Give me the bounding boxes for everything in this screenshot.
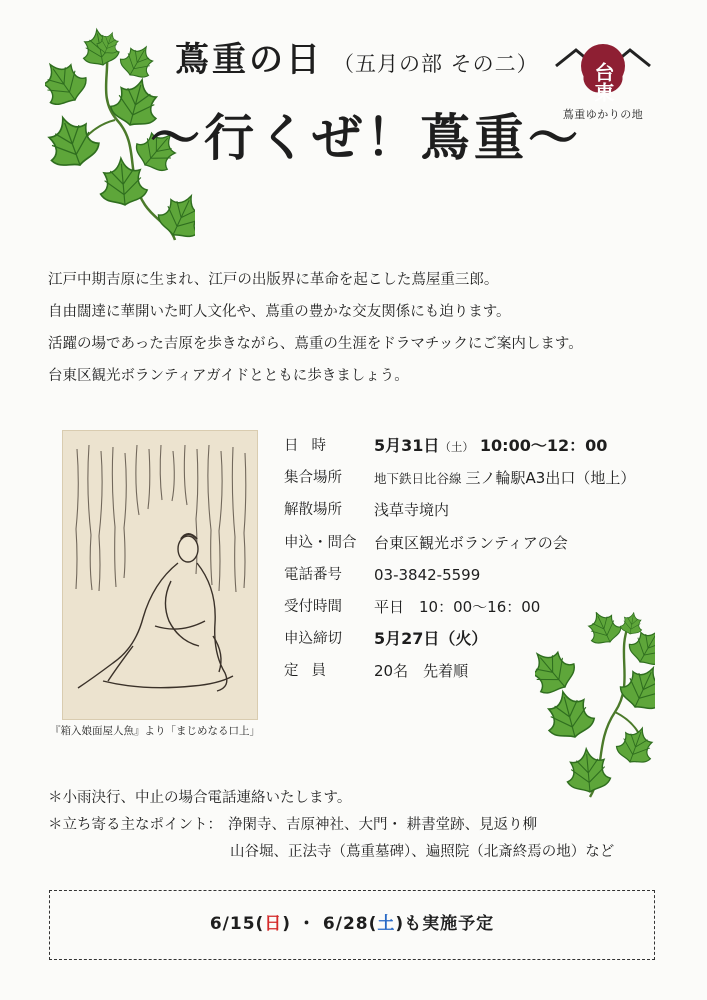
headline: ～行くぜ！蔦重～ xyxy=(150,108,582,167)
date-separator: ) ・ 6/28( xyxy=(282,914,378,934)
deadline-label: 申込締切 xyxy=(284,631,342,647)
meeting-value xyxy=(374,464,635,493)
ivy-decoration-bottom-right xyxy=(535,612,655,802)
dismissal-label: 解散場所 xyxy=(284,502,342,518)
meeting-line: 地下鉄日比谷線 xyxy=(374,471,462,486)
contact-label: 申込・問合 xyxy=(284,535,357,551)
logo-caption: 蔦重ゆかりの地 xyxy=(562,108,644,121)
intro-line: 江戸中期吉原に生まれ、江戸の出版界に革命を起こした蔦屋重三郎。 xyxy=(48,272,499,288)
intro-line: 活躍の場であった吉原を歩きながら、蔦重の生涯をドラマチックにご案内します。 xyxy=(48,336,583,352)
title-main: 蔦重の日 xyxy=(175,40,323,80)
points-note xyxy=(48,813,537,834)
points-line-2: 山谷堀、正法寺（蔦重墓碑）、遍照院（北斎終焉の地）など xyxy=(230,844,615,860)
event-title xyxy=(175,32,539,81)
hours-value: 平日 10：00～16：00 xyxy=(374,598,541,616)
title-subtitle: （五月の部 その二） xyxy=(333,52,539,76)
hours-label: 受付時間 xyxy=(284,599,342,615)
points-label: ＊立ち寄る主なポイント： xyxy=(48,817,222,833)
date-tail: )も実施予定 xyxy=(395,914,495,934)
capacity-label: 定員 xyxy=(284,663,339,679)
intro-line: 台東区観光ボランティアガイドとともに歩きましょう。 xyxy=(48,368,409,384)
intro-line: 自由闊達に華開いた町人文化や、蔦重の豊かな交友関係にも迫ります。 xyxy=(48,304,511,320)
logo-text: 台東 xyxy=(591,62,615,102)
date-value xyxy=(374,432,607,461)
woodblock-illustration xyxy=(62,430,258,720)
deadline-value: 5月27日（火） xyxy=(374,629,488,648)
date-time: 10:00～12：00 xyxy=(479,436,608,455)
sunday-label: 日 xyxy=(264,914,283,934)
intro-text xyxy=(48,264,658,392)
illustration-caption: 『箱入娘面屋人魚』より「まじめなる口上」 xyxy=(50,725,260,737)
points-line-1: 浄閑寺、吉原神社、大門・ 耕書堂跡、見返り柳 xyxy=(228,817,538,833)
dismissal-value: 浅草寺境内 xyxy=(374,501,450,519)
date-weekday: （土） xyxy=(439,440,474,454)
date-1: 6/15( xyxy=(209,914,265,934)
capacity-value: 20名 先着順 xyxy=(374,662,469,680)
date-label: 日時 xyxy=(284,438,339,454)
saturday-label: 土 xyxy=(377,914,396,934)
date-month-day: 5月31日 xyxy=(374,436,440,455)
additional-dates-box xyxy=(49,890,655,960)
rain-note: ＊小雨決行、中止の場合電話連絡いたします。 xyxy=(48,790,352,806)
meeting-label: 集合場所 xyxy=(284,470,342,486)
additional-dates-text xyxy=(50,891,654,958)
phone-value: 03-3842-5599 xyxy=(374,566,481,584)
contact-value: 台東区観光ボランティアの会 xyxy=(374,534,568,552)
meeting-place: 三ノ輪駅A3出口（地上） xyxy=(465,469,636,487)
phone-label: 電話番号 xyxy=(284,567,342,583)
